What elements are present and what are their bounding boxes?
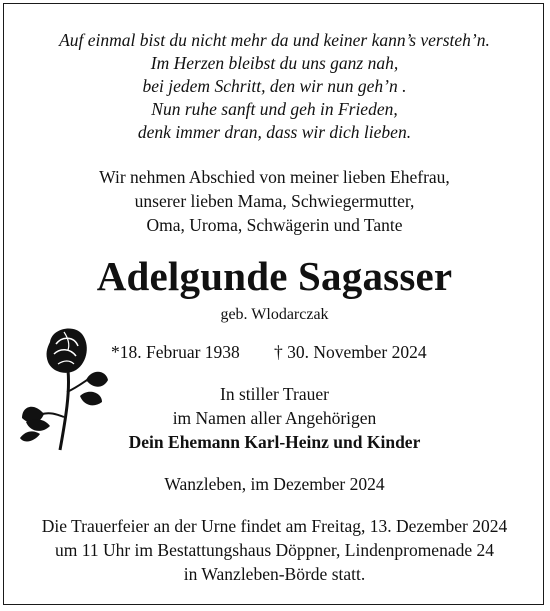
- mourners-signature: Dein Ehemann Karl-Heinz und Kinder: [128, 432, 421, 452]
- birth-date: *18. Februar 1938: [111, 342, 240, 362]
- farewell-line-1: Wir nehmen Abschied von meiner lieben Ehefrau,: [99, 167, 450, 187]
- poem-line-3: bei jedem Schritt, den wir nun geh’n .: [142, 76, 407, 96]
- poem-line-1: Auf einmal bist du nicht mehr da und keiner kann’s versteh’n.: [59, 30, 490, 50]
- poem-line-4: Nun ruhe sanft und geh in Frieden,: [151, 99, 398, 119]
- farewell-line-2: unserer lieben Mama, Schwiegermutter,: [134, 191, 415, 211]
- mourners-line-2: im Namen aller Angehörigen: [172, 408, 377, 428]
- poem-line-2: Im Herzen bleibst du uns ganz nah,: [150, 53, 399, 73]
- funeral-line-1: Die Trauerfeier an der Urne findet am Freitag, 13. Dezember 2024: [41, 516, 508, 536]
- mourners-line-1: In stiller Trauer: [220, 384, 329, 404]
- obituary-notice: [3, 3, 544, 605]
- birth-name: geb. Wlodarczak: [220, 306, 329, 323]
- funeral-line-3: in Wanzleben-Börde statt.: [183, 564, 366, 584]
- funeral-line-2: um 11 Uhr im Bestattungshaus Döppner, Lindenpromenade 24: [55, 540, 494, 560]
- poem-line-5: denk immer dran, dass wir dich lieben.: [137, 122, 412, 142]
- death-date: † 30. November 2024: [274, 342, 427, 362]
- place-date: Wanzleben, im Dezember 2024: [164, 474, 385, 494]
- farewell-line-3: Oma, Uroma, Schwägerin und Tante: [146, 215, 403, 235]
- deceased-name: Adelgunde Sagasser: [96, 253, 453, 299]
